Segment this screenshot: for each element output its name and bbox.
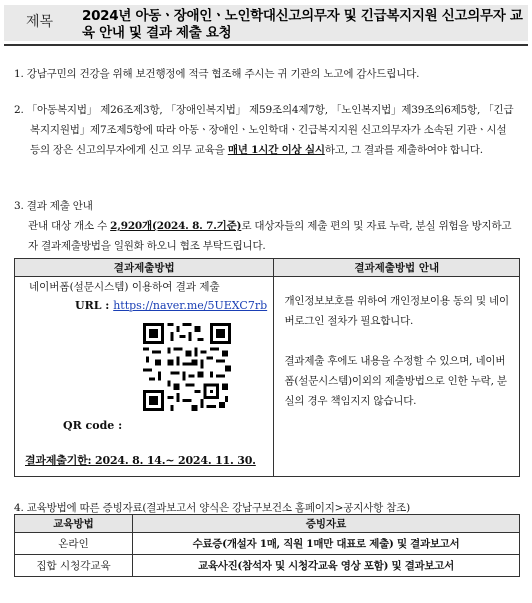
- qr-code-label: QR code :: [63, 419, 123, 432]
- header-divider: [4, 44, 528, 46]
- paragraph-3-heading: 3. 결과 제출 안내: [14, 200, 93, 212]
- table-row: [15, 555, 520, 577]
- guide-note-privacy: 개인정보보호를 위하여 개인정보이용 동의 및 네이버로그인 절차가 필요합니다.: [284, 295, 509, 327]
- paragraph-2: [14, 100, 514, 160]
- paragraph-3-part-a: 관내 대상 개소 수: [28, 220, 111, 232]
- guide-note-liability: 결과제출 후에도 내용을 수정할 수 있으며, 네이버폼(설문시스템)이외의 제출방법으로 인한 누락, 분실의 경우 책임지지 않습니다.: [284, 355, 507, 407]
- evidence-header: 증빙자료: [133, 515, 520, 533]
- paragraph-2-text: [14, 100, 514, 160]
- paragraph-3-emphasis: 2,920개(2024. 8. 7.기준): [110, 220, 242, 232]
- page-title: 2024년 아동ㆍ장애인ㆍ노인학대신고의무자 및 긴급복지지원 신고의무자 교육 안내 및 결과 제출 요청: [82, 8, 523, 41]
- method-description: 네이버폼(설문시스템) 이용하여 결과 제출: [29, 281, 220, 293]
- evidence-table: [14, 514, 520, 577]
- paragraph-1: [14, 64, 514, 84]
- paragraph-3-body: [28, 216, 518, 256]
- paragraph-4: 4. 교육방법에 따른 증빙자료(결과보고서 양식은 강남구보건소 홈페이지>공지사항 참조): [14, 502, 410, 514]
- table-row: [15, 533, 520, 555]
- submission-table: [14, 258, 520, 477]
- submission-guide-header: 결과제출방법 안내: [274, 259, 520, 277]
- education-method-header: 교육방법: [15, 515, 133, 533]
- paragraph-2-part-a: 2. 「아동복지법」 제26조제3항, 「장애인복지법」 제59조의4제7항, 「노인복지법」제39조의6제5항, 「긴급복지지원법」제7조제5항에 따라 아동ㆍ장애인ㆍ노인학대ㆍ긴급복지지원 신고의무자가 소속된 기관ㆍ시설 등의 장은 신고의무자에게 신고 의무 교육을: [14, 104, 514, 156]
- method-cell: 온라인: [15, 533, 133, 555]
- submission-guide-cell: [274, 277, 520, 477]
- method-cell: 집합 시청각교육: [15, 555, 133, 577]
- title-bar: [4, 5, 528, 41]
- url-row: [75, 299, 267, 312]
- url-label: URL :: [75, 299, 114, 312]
- paragraph-3-part-b: 로 대상자들의 제출 편의 및 자료 누락, 분실 위험을 방지하고자 결과제출방법을 일원화 하오니 협조 부탁드립니다.: [28, 220, 512, 252]
- paragraph-2-emphasis: 매년 1시간 이상 실시: [227, 144, 325, 156]
- qr-code-image[interactable]: [143, 323, 231, 411]
- evidence-cell: 수료증(개설자 1매, 직원 1매만 대표로 제출) 및 결과보고서: [133, 533, 520, 555]
- paragraph-1-text: 1. 강남구민의 건강을 위해 보건행정에 적극 협조해 주시는 귀 기관의 노고에 감사드립니다.: [14, 68, 420, 80]
- title-label: 제목: [26, 14, 54, 30]
- paragraph-2-part-b: 하고, 그 결과를 제출하여야 합니다.: [324, 144, 483, 156]
- submission-deadline: 결과제출기한: 2024. 8. 14.~ 2024. 11. 30.: [25, 454, 256, 467]
- submission-method-cell: [15, 277, 274, 477]
- evidence-cell: 교육사진(참석자 및 시청각교육 영상 포함) 및 결과보고서: [133, 555, 520, 577]
- submission-method-header: 결과제출방법: [15, 259, 274, 277]
- survey-link[interactable]: https://naver.me/5UEXC7rb: [113, 299, 268, 312]
